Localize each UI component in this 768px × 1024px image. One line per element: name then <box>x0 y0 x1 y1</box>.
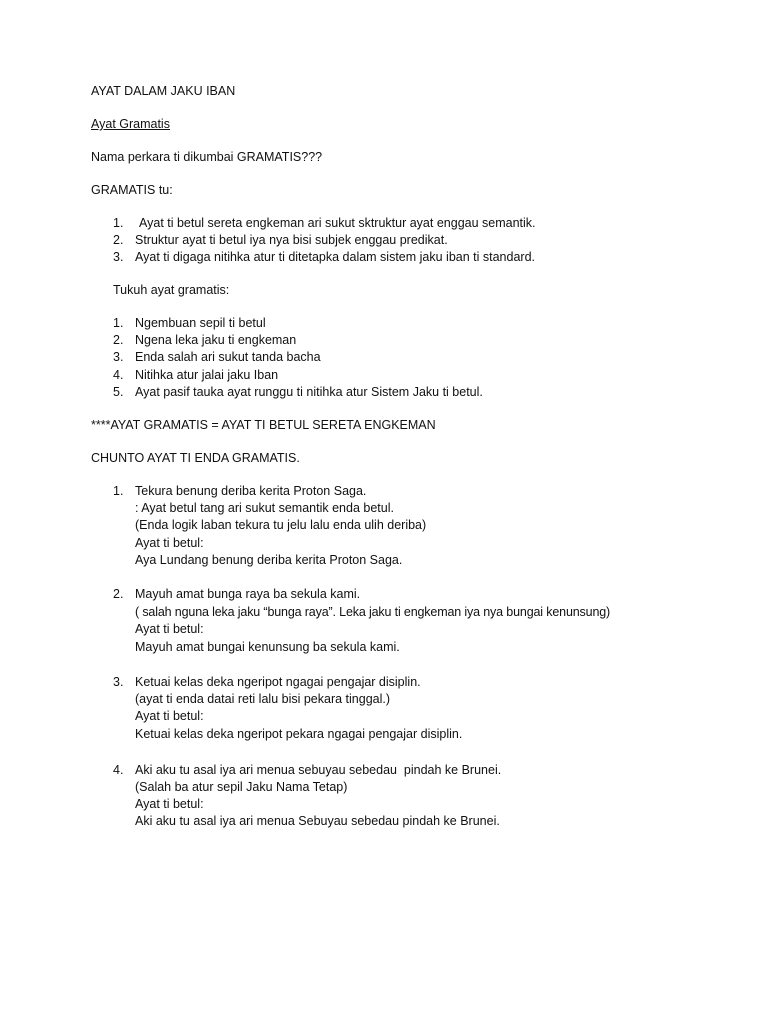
example-number: 3. <box>113 675 124 689</box>
example-wrong-sentence: Mayuh amat bunga raya ba sekula kami. <box>135 587 361 601</box>
section-heading: Ayat Gramatis <box>91 117 170 131</box>
example-number: 2. <box>113 587 124 601</box>
examples-heading: CHUNTO AYAT TI ENDA GRAMATIS. <box>91 451 300 465</box>
example-number: 1. <box>113 484 124 498</box>
example-correct-sentence: Aki aku tu asal iya ari menua Sebuyau sebedau pindah ke Brunei. <box>135 814 500 828</box>
list-item-number: 5. <box>113 385 124 399</box>
list-item-number: 2. <box>113 233 124 247</box>
example-correct-label: Ayat ti betul: <box>135 536 204 550</box>
example-correct-label: Ayat ti betul: <box>135 622 204 636</box>
tukuh-heading: Tukuh ayat gramatis: <box>113 283 230 297</box>
example-correct-label: Ayat ti betul: <box>135 797 204 811</box>
list-item: Ayat ti betul sereta engkeman ari sukut sktruktur ayat enggau semantik. <box>139 216 536 230</box>
list-item-number: 1. <box>113 216 124 230</box>
example-wrong-sentence: Ketuai kelas deka ngeripot ngagai pengajar disiplin. <box>135 675 421 689</box>
document-title: AYAT DALAM JAKU IBAN <box>91 84 236 98</box>
list-item: Ngena leka jaku ti engkeman <box>135 333 297 347</box>
list-item: Struktur ayat ti betul iya nya bisi subjek enggau predikat. <box>135 233 448 247</box>
list-item: Nitihka atur jalai jaku Iban <box>135 368 279 382</box>
example-number: 4. <box>113 763 124 777</box>
list-item-number: 3. <box>113 350 124 364</box>
list-item: Ayat ti digaga nitihka atur ti ditetapka dalam sistem jaku iban ti standard. <box>135 250 535 264</box>
example-correct-sentence: Ketuai kelas deka ngeripot pekara ngagai pengajar disiplin. <box>135 727 463 741</box>
list-item-number: 1. <box>113 316 124 330</box>
example-correct-sentence: Aya Lundang benung deriba kerita Proton Saga. <box>135 553 403 567</box>
example-wrong-sentence: Aki aku tu asal iya ari menua sebuyau sebedau pindah ke Brunei. <box>135 763 502 777</box>
example-explanation: (Enda logik laban tekura tu jelu lalu enda ulih deriba) <box>135 518 427 532</box>
example-explanation: : Ayat betul tang ari sukut semantik enda betul. <box>135 501 394 515</box>
example-wrong-sentence: Tekura benung deriba kerita Proton Saga. <box>135 484 367 498</box>
gramatis-intro: GRAMATIS tu: <box>91 183 173 197</box>
example-correct-sentence: Mayuh amat bungai kenunsung ba sekula kami. <box>135 640 400 654</box>
list-item-number: 2. <box>113 333 124 347</box>
list-item: Ngembuan sepil ti betul <box>135 316 266 330</box>
question-line: Nama perkara ti dikumbai GRAMATIS??? <box>91 150 323 164</box>
example-explanation: ( salah nguna leka jaku “bunga raya”. Leka jaku ti engkeman iya nya bungai kenunsung) <box>135 605 611 619</box>
list-item-number: 4. <box>113 368 124 382</box>
example-explanation: (Salah ba atur sepil Jaku Nama Tetap) <box>135 780 348 794</box>
list-item: Enda salah ari sukut tanda bacha <box>135 350 321 364</box>
summary-line: ****AYAT GRAMATIS = AYAT TI BETUL SERETA ENGKEMAN <box>91 418 436 432</box>
list-item: Ayat pasif tauka ayat runggu ti nitihka atur Sistem Jaku ti betul. <box>135 385 483 399</box>
example-correct-label: Ayat ti betul: <box>135 709 204 723</box>
example-explanation: (ayat ti enda datai reti lalu bisi pekara tinggal.) <box>135 692 391 706</box>
list-item-number: 3. <box>113 250 124 264</box>
